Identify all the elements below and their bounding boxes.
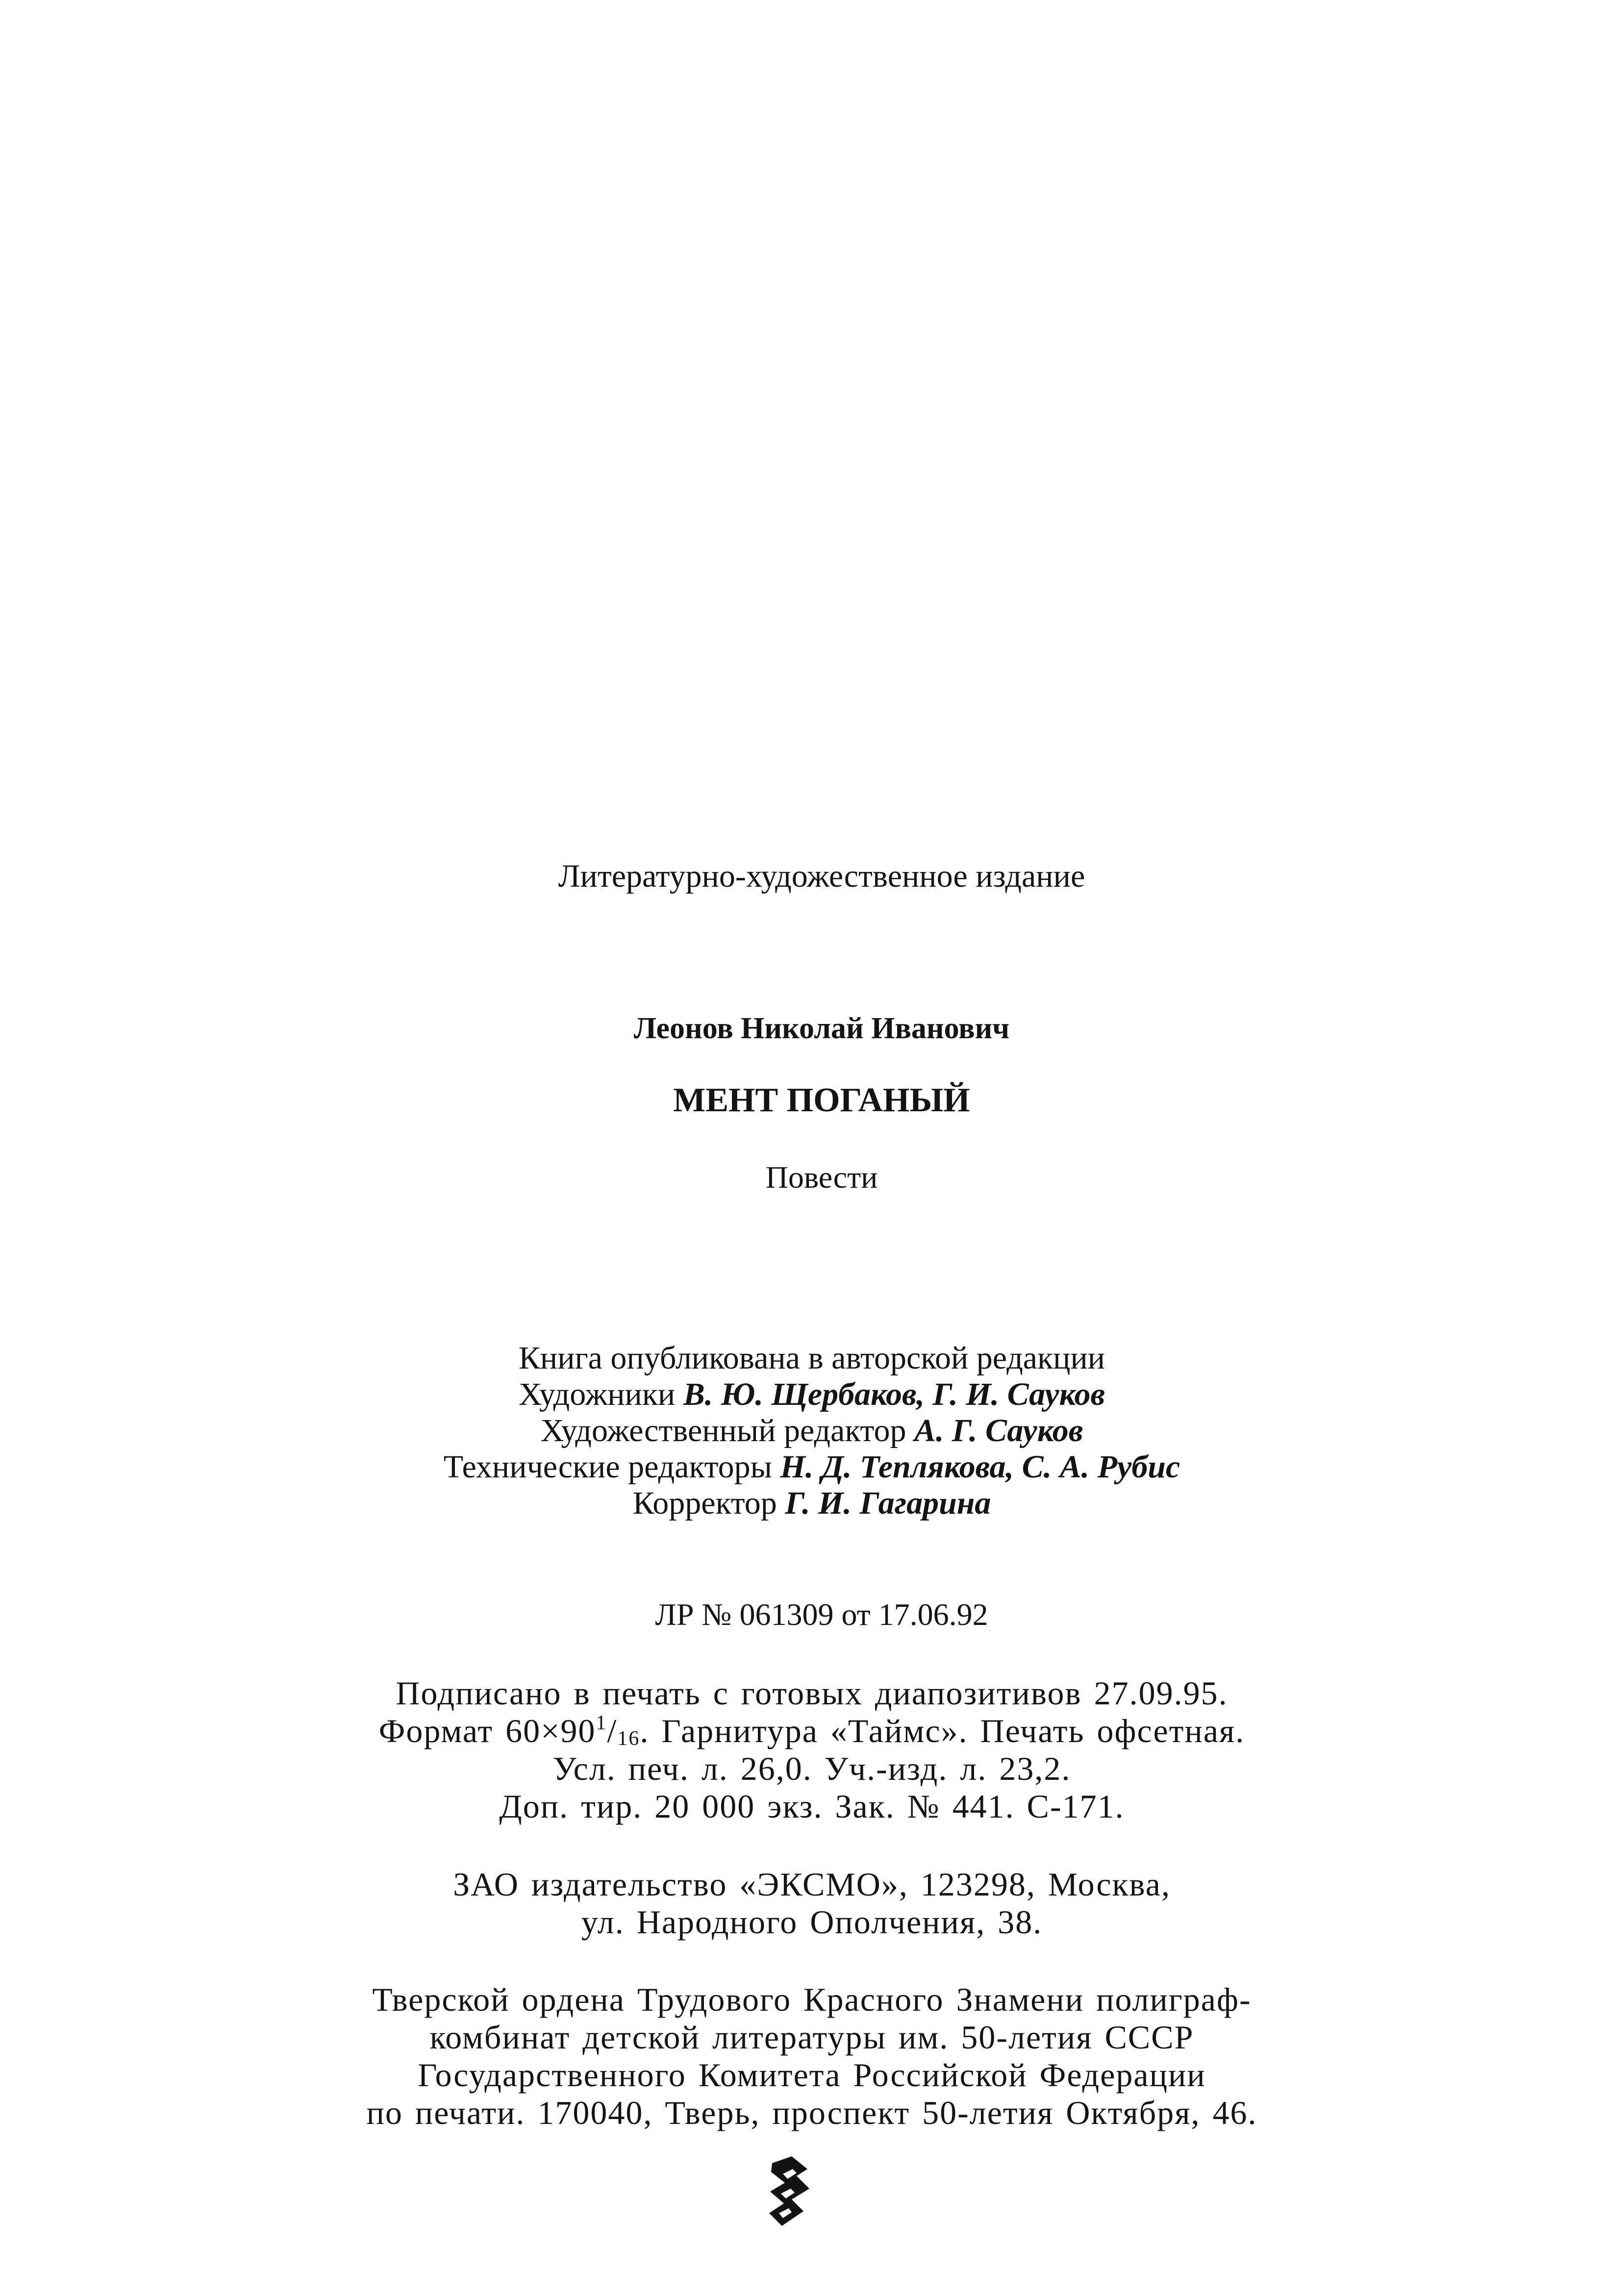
printer-line-1: Тверской ордена Трудового Красного Знамени полиграф-: [372, 1981, 1252, 2018]
imprint-format-sub: 16: [617, 1727, 640, 1750]
credits-edition-note: Книга опубликована в авторской редакции: [518, 1340, 1105, 1376]
author-name: Леонов Николай Иванович: [633, 1012, 1010, 1045]
imprint-signed: Подписано в печать с готовых диапозитивов 27.09.95.: [396, 1674, 1228, 1712]
imprint-format: [10, 1712, 1604, 1750]
imprint-format-slash: /: [607, 1712, 618, 1749]
credits-artists-label: Художники: [518, 1376, 683, 1412]
imprint-print-run: Доп. тир. 20 000 экз. Зак. № 441. С-171.: [499, 1788, 1125, 1825]
imprint-sheets: Усл. печ. л. 26,0. Уч.-изд. л. 23,2.: [552, 1750, 1071, 1787]
credits-corrector-name: Г. И. Гагарина: [785, 1485, 991, 1521]
imprint-format-prefix: Формат 60×90: [378, 1712, 596, 1749]
license-number: ЛР № 061309 от 17.06.92: [655, 1597, 988, 1632]
printer-line-2: комбинат детской литературы им. 50-летия СССР: [429, 2019, 1194, 2056]
edition-type: Литературно-художественное издание: [558, 858, 1085, 894]
credits-tech-editors: [10, 1451, 1604, 1483]
credits-corrector-label: Корректор: [632, 1485, 785, 1521]
publisher-line-1: ЗАО издательство «ЭКСМО», 123298, Москва,: [453, 1866, 1171, 1903]
credits-art-editor-label: Художественный редактор: [540, 1413, 915, 1448]
imprint-format-sup: 1: [596, 1712, 607, 1734]
imprint-format-suffix: . Гарнитура «Таймс». Печать офсетная.: [640, 1712, 1245, 1749]
printer-line-4: по печати. 170040, Тверь, проспект 50-летия Октября, 46.: [366, 2094, 1257, 2131]
credits-tech-editors-label: Технические редакторы: [443, 1449, 780, 1485]
printer-line-3: Государственного Комитета Российской Федерации: [418, 2056, 1206, 2094]
credits-art-editor-name: А. Г. Сауков: [914, 1413, 1083, 1448]
printer-mark-icon: [762, 2154, 816, 2228]
publisher-line-2: ул. Народного Ополчения, 38.: [581, 1903, 1043, 1941]
credits-artists: [10, 1378, 1604, 1411]
book-title: МЕНТ ПОГАНЫЙ: [673, 1081, 970, 1119]
credits-tech-editors-names: Н. Д. Теплякова, С. А. Рубис: [780, 1449, 1180, 1485]
credits-artists-names: В. Ю. Щербаков, Г. И. Сауков: [683, 1376, 1105, 1412]
credits-art-editor: [10, 1415, 1604, 1447]
credits-corrector: [10, 1487, 1604, 1520]
book-genre: Повести: [765, 1160, 878, 1195]
